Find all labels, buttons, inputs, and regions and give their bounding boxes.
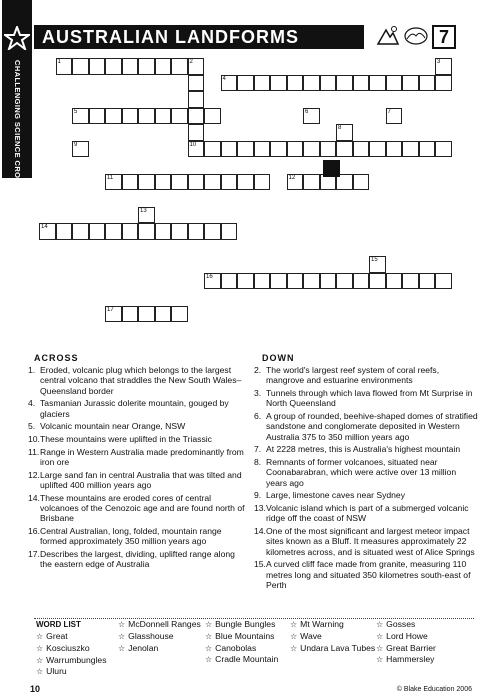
star-bullet-icon: ☆ [290,620,298,629]
crossword-cell[interactable] [171,223,188,240]
word-text: Jenolan [128,642,159,653]
crossword-cell[interactable] [138,223,155,240]
cell-number: 10 [189,141,197,148]
clue-item [254,457,478,488]
cell-number: 1 [57,59,61,65]
crossword-cell[interactable] [122,174,139,191]
clue-number: 4. [28,398,36,409]
across-heading: ACROSS [34,353,79,363]
crossword-cell[interactable] [254,141,271,158]
clue-item [28,549,246,570]
star-bullet-icon: ☆ [36,643,44,653]
clue-item [254,559,478,590]
word-text: Blue Mountains [215,630,275,641]
clue-text: Large, limestone caves near Sydney [266,490,406,501]
crossword-cell[interactable] [39,223,56,240]
cell-number: 17 [107,306,114,313]
word-text: Lord Howe [386,630,428,641]
star-bullet-icon: ☆ [376,631,384,641]
clue-item [254,490,478,500]
clue-text: Central Australian, long, folded, mountain range formed approximately 350 million years ago [40,526,222,547]
crossword-cell[interactable] [369,141,386,158]
crossword-cell[interactable] [369,256,386,273]
clue-item [254,388,478,409]
crossword-cell[interactable] [221,174,238,191]
word-list-item [205,643,278,655]
clue-text: Large sand fan in central Australia that was tilted and uplifted 400 million years ago [40,469,242,490]
clue-text: The world's largest reef system of coral reefs, mangrove and estuarine environments [266,365,440,386]
across-clues [28,365,246,572]
clue-text: At 2228 metres, this is Australia's highest mountain [266,444,461,455]
crossword-cell[interactable] [303,108,320,125]
word-text: Undara Lava Tubes [300,642,376,653]
clue-number: 1. [28,365,36,375]
word-text: Great Barrier [386,642,436,653]
word-text: Mt Warning [300,619,344,629]
crossword-cell[interactable] [402,273,419,290]
word-text: Cradle Mountain [215,654,279,665]
word-text: Wave [300,630,322,641]
crossword-cell[interactable] [89,223,106,240]
crossword-cell[interactable] [287,141,304,158]
word-list-item [290,619,375,631]
crossword-cell[interactable] [320,273,337,290]
clue-item [28,365,246,396]
crossword-cell[interactable] [105,306,122,323]
clue-item [28,447,246,468]
word-text: Hammersley [386,654,435,665]
crossword-cell[interactable] [419,273,436,290]
cell-number: 3 [437,59,441,65]
word-list-item [118,619,201,631]
crossword-cell[interactable] [188,91,205,108]
word-list-item [290,631,375,643]
crossword-cell[interactable] [237,174,254,191]
crossword-cell[interactable] [353,75,370,92]
crossword-cell[interactable] [138,306,155,323]
down-clues [254,365,478,593]
clue-item [254,411,478,442]
word-text: Gosses [386,619,416,629]
word-list-item [36,666,107,678]
clue-number: 6. [254,411,262,421]
cell-number: 8 [338,125,342,131]
crossword-cell[interactable] [204,273,221,290]
star-bullet-icon: ☆ [205,643,213,653]
clue-text: Remnants of former volcanoes, situated near Coonabarabran, which were active over 13 million years ago [266,457,457,488]
crossword-cell[interactable] [435,58,452,75]
star-bullet-icon: ☆ [376,655,384,665]
cell-number: 14 [41,224,48,230]
crossword-cell[interactable] [303,273,320,290]
crossword-cell[interactable] [353,174,370,191]
crossword-cell[interactable] [171,174,188,191]
cell-number: 4 [222,75,226,82]
clue-number: 14. [254,526,266,536]
word-text: Glasshouse [128,630,174,641]
star-bullet-icon: ☆ [118,620,126,629]
crossword-cell[interactable] [89,108,106,125]
clue-text: Tasmanian Jurassic dolerite mountain, gouged by glaciers [40,398,229,419]
word-list-column [205,619,278,666]
crossword-cell[interactable] [188,108,205,125]
clue-item [28,421,246,431]
clue-text: One of the most significant and largest meteor impact sites known as a Bluff. It measures approximately 22 kilometres across, and is situated west of Alice Springs [266,526,475,557]
crossword-cell[interactable] [303,75,320,92]
crossword-cell[interactable] [138,108,155,125]
crossword-cell[interactable] [386,141,403,158]
crossword-cell[interactable] [237,75,254,92]
clue-text: Eroded, volcanic plug which belongs to the largest central volcano that straddles the New South Wales–Queensland border [40,365,242,396]
star-bullet-icon: ☆ [36,667,44,677]
crossword-cell[interactable] [287,75,304,92]
crossword-cell[interactable] [287,174,304,191]
word-text: McDonnell Ranges [128,619,201,629]
crossword-cell[interactable] [72,58,89,75]
crossword-cell[interactable] [237,141,254,158]
word-list-item [205,619,278,631]
cell-number: 11 [107,174,114,181]
clue-number: 15. [254,559,266,570]
crossword-cell[interactable] [419,141,436,158]
crossword-cell[interactable] [89,58,106,75]
clue-text: Describes the largest, dividing, uplifted range along the eastern edge of Australia [40,549,235,570]
word-list-item [376,631,436,643]
copyright: © Blake Education 2006 [396,686,472,693]
clue-number: 17. [28,549,40,559]
crossword-cell[interactable] [188,141,205,158]
word-text: Great [46,631,68,641]
star-bullet-icon: ☆ [376,620,384,629]
page-title: AUSTRALIAN LANDFORMS [34,25,364,49]
clue-number: 14. [28,492,40,503]
clue-number: 9. [254,490,262,501]
crossword-cell[interactable] [221,223,238,240]
clue-number: 3. [254,388,262,398]
clue-number: 7. [254,444,262,455]
crossword-cell[interactable] [386,273,403,290]
clue-item [28,493,246,524]
crossword-cell[interactable] [171,306,188,323]
crossword-cell[interactable] [270,273,287,290]
cell-number: 5 [74,108,78,115]
star-bullet-icon: ☆ [205,620,213,629]
word-text: Canobolas [215,642,257,653]
crossword-cell[interactable] [221,141,238,158]
crossword-cell[interactable] [435,273,452,290]
star-bullet-icon: ☆ [205,655,213,665]
word-text: Warrumbungles [46,654,107,665]
crossword-cell[interactable] [336,124,353,141]
crossword-cell[interactable] [204,223,221,240]
clue-text: A group of rounded, beehive-shaped domes of stratified sandstone and conglomerate deposited in Western Australia 375 to 350 million years ago [266,411,478,442]
down-heading: DOWN [262,353,295,363]
crossword-cell[interactable] [237,273,254,290]
crossword-cell[interactable] [254,273,271,290]
crossword-cell[interactable] [105,58,122,75]
crossword-cell[interactable] [72,141,89,158]
crossword-cell[interactable] [336,273,353,290]
star-bullet-icon: ☆ [376,643,384,653]
clue-number: 5. [28,421,36,432]
crossword-cell[interactable] [402,141,419,158]
crossword-cell[interactable] [105,108,122,125]
clue-item [254,365,478,386]
blocked-square [323,160,340,177]
crossword-cell[interactable] [254,174,271,191]
cell-number: 2 [189,59,193,65]
side-banner-text: CHALLENGING SCIENCE CROSSWORDS – MIDDLE [13,60,22,261]
clue-number: 2. [254,365,262,375]
clue-item [254,444,478,454]
crossword-cell[interactable] [188,174,205,191]
word-list-item [376,619,436,631]
word-list-item [290,643,375,655]
clue-number: 10. [28,434,40,444]
cell-number: 6 [305,108,309,115]
crossword-cell[interactable] [122,306,139,323]
crossword-cell[interactable] [435,75,452,92]
crossword-cell[interactable] [402,75,419,92]
crossword-cell[interactable] [270,141,287,158]
page-badge: 7 [432,25,456,49]
star-bullet-icon: ☆ [118,643,126,653]
clue-text: These mountains are eroded cores of central volcanoes of the Cenozoic age and are found north of Brisbane [40,492,245,524]
clue-item [254,526,478,557]
crossword-cell[interactable] [188,124,205,141]
crossword-cell[interactable] [204,108,221,125]
clue-text: Volcanic island which is part of a submerged volcanic ridge off the coast of NSW [266,503,469,524]
word-text: Uluru [46,666,67,677]
crossword-cell[interactable] [287,273,304,290]
crossword-cell[interactable] [56,58,73,75]
star-bullet-icon: ☆ [36,632,44,641]
page-number: 10 [30,684,41,694]
clue-text: Volcanic mountain near Orange, NSW [40,421,186,432]
word-list-item [376,654,436,666]
crossword-cell[interactable] [336,141,353,158]
clue-item [28,398,246,419]
crossword-cell[interactable] [353,141,370,158]
crossword-cell[interactable] [204,174,221,191]
crossword-cell[interactable] [155,174,172,191]
word-list-item [376,643,436,655]
crossword-cell[interactable] [320,75,337,92]
clue-text: Tunnels through which lava flowed from Mt Surprise in North Queensland [266,388,473,409]
crossword-cell[interactable] [171,108,188,125]
crossword-cell[interactable] [155,108,172,125]
word-text: Kosciuszko [46,642,90,653]
word-list-column [36,631,107,678]
word-list-column [118,619,201,654]
clue-number: 11. [28,446,40,457]
crossword-cell[interactable] [72,223,89,240]
crossword-cell[interactable] [270,75,287,92]
crossword-cell[interactable] [138,207,155,224]
cell-number: 9 [74,141,78,148]
word-list-column [376,619,436,666]
star-bullet-icon: ☆ [290,631,298,641]
cell-number: 16 [206,273,213,280]
cell-number: 12 [288,174,296,181]
word-list-column [290,619,375,654]
crossword-cell[interactable] [221,273,238,290]
crossword-cell[interactable] [155,58,172,75]
crossword-cell[interactable] [155,306,172,323]
crossword-cell[interactable] [72,108,89,125]
crossword-cell[interactable] [188,58,205,75]
crossword-cell[interactable] [188,223,205,240]
crossword-cell[interactable] [188,75,205,92]
clue-item [254,503,478,524]
crossword-cell[interactable] [386,75,403,92]
crossword-cell[interactable] [155,223,172,240]
crossword-cell[interactable] [336,75,353,92]
clue-text: Range in Western Australia made predominantly from iron ore [40,446,244,467]
star-bullet-icon: ☆ [118,631,126,641]
crossword-cell[interactable] [386,108,403,125]
crossword-cell[interactable] [122,223,139,240]
crossword-cell[interactable] [105,174,122,191]
crossword-cell[interactable] [369,273,386,290]
clue-number: 16. [28,526,40,536]
word-list-item [118,631,201,643]
crossword-cell[interactable] [56,223,73,240]
star-bullet-icon: ☆ [290,643,298,653]
crossword-cell[interactable] [138,58,155,75]
clue-number: 13. [254,503,266,513]
word-list-item [36,655,107,667]
crossword-cell[interactable] [303,141,320,158]
star-bullet-icon: ☆ [205,631,213,641]
word-list-item [36,631,107,643]
crossword-cell[interactable] [138,174,155,191]
clue-text: A curved cliff face made from granite, measuring 110 metres long and situated 350 kilometres south-east of Perth [266,559,471,591]
clue-item [28,470,246,491]
word-list-item [205,631,278,643]
crossword-cell[interactable] [221,75,238,92]
crossword-cell[interactable] [204,141,221,158]
clue-item [28,526,246,547]
cell-number: 13 [140,207,147,214]
crossword-cell[interactable] [254,75,271,92]
clue-number: 8. [254,457,262,467]
crossword-cell[interactable] [320,141,337,158]
clue-text: These mountains were uplifted in the Triassic [40,434,212,444]
star-bullet-icon: ☆ [36,655,44,665]
word-list-item [36,643,107,655]
word-list-item [205,654,278,666]
cell-number: 7 [387,108,391,115]
clue-number: 12. [28,469,40,480]
crossword-cell[interactable] [122,108,139,125]
word-list-heading: WORD LIST [36,620,81,629]
crossword-cell[interactable] [419,75,436,92]
clue-item [28,434,246,444]
word-text: Bungle Bungles [215,619,276,629]
cell-number: 15 [371,257,378,263]
crossword-cell[interactable] [171,58,188,75]
crossword-cell[interactable] [435,141,452,158]
crossword-cell[interactable] [105,223,122,240]
crossword-cell[interactable] [353,273,370,290]
word-list-item [118,643,201,655]
crossword-cell[interactable] [122,58,139,75]
crossword-cell[interactable] [303,174,320,191]
crossword-cell[interactable] [369,75,386,92]
